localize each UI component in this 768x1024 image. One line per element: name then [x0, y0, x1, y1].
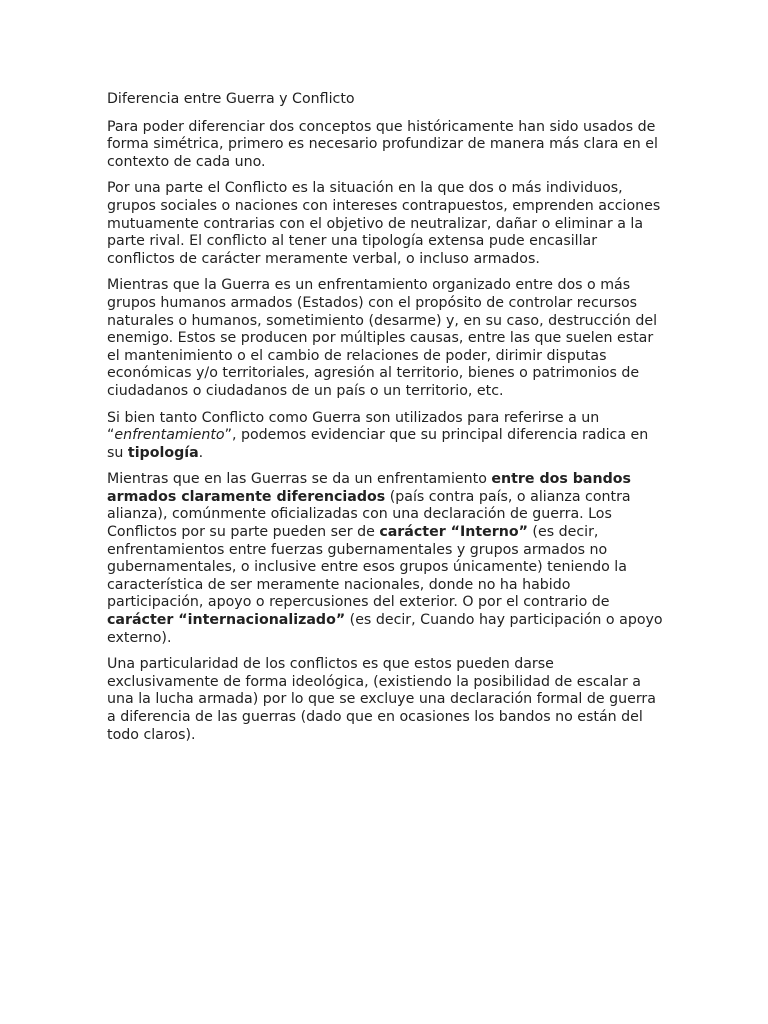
text-run: (es decir, enfrentamientos entre fuerzas gubernamentales y grupos armados no gubernamentales, o inclusive entre esos grupos únicamente) teniendo la característica de ser meramente nacionales, donde no ha habido participación, apoyo o repercusiones del exterior. O por el contrario de — [107, 524, 627, 611]
text-run: (es decir, Cuando hay participación o apoyo externo). — [107, 612, 663, 646]
italic-text: enfrentamiento — [114, 427, 225, 444]
paragraph-ideologica: Una particularidad de los conflictos es que estos pueden darse exclusivamente de forma ideológica, (existiendo la posibilidad de escalar a una la lucha armada) por lo que se excluye una declaración formal de guerra a diferencia de las guerras (dado que en ocasiones los bandos no están del todo claros). — [107, 656, 656, 743]
bold-text: tipología — [127, 444, 199, 461]
document-page — [107, 91, 667, 753]
paragraph-intro: Para poder diferenciar dos conceptos que históricamente han sido usados de forma simétrica, primero es necesario profundizar de manera más clara en el contexto de cada uno. — [107, 118, 658, 170]
paragraph-diferencia — [107, 410, 667, 463]
text-run: ”, podemos evidenciar que su principal diferencia radica en su — [107, 427, 649, 461]
paragraph-guerra: Mientras que la Guerra es un enfrentamiento organizado entre dos o más grupos humanos armados (Estados) con el propósito de controlar recursos naturales o humanos, sometimiento (desarme) y, en su caso, destrucción del enemigo. Estos se producen por múltiples causas, entre las que suelen estar el mantenimiento o el cambio de relaciones de poder, dirimir disputas económicas y/o territoriales, agresión al territorio, bienes o patrimonios de ciudadanos o ciudadanos de un país o un territorio, etc. — [107, 277, 658, 399]
paragraph-bandos — [107, 471, 667, 647]
text-run: Mientras que en las Guerras se da un enfrentamiento — [107, 471, 492, 488]
text-run: . — [198, 444, 204, 461]
bold-text: carácter “internacionalizado” — [107, 612, 346, 629]
bold-text: carácter “Interno” — [379, 524, 528, 541]
text-run: (país contra país, o alianza contra alianza), comúnmente oficializadas con una declaración de guerra. Los Conflictos por su parte pueden ser de — [107, 488, 631, 541]
document-title: Diferencia entre Guerra y Conflicto — [107, 91, 355, 107]
text-run: Si bien tanto Conflicto como Guerra son utilizados para referirse a un “ — [107, 409, 600, 444]
paragraph-conflicto: Por una parte el Conflicto es la situación en la que dos o más individuos, grupos sociales o naciones con intereses contrapuestos, emprenden acciones mutuamente contrarias con el objetivo de neutralizar, dañar o eliminar a la parte rival. El conflicto al tener una tipología extensa pude encasillar conflictos de carácter meramente verbal, o incluso armados. — [107, 180, 661, 267]
bold-text: entre dos bandos armados claramente diferenciados — [107, 471, 631, 505]
